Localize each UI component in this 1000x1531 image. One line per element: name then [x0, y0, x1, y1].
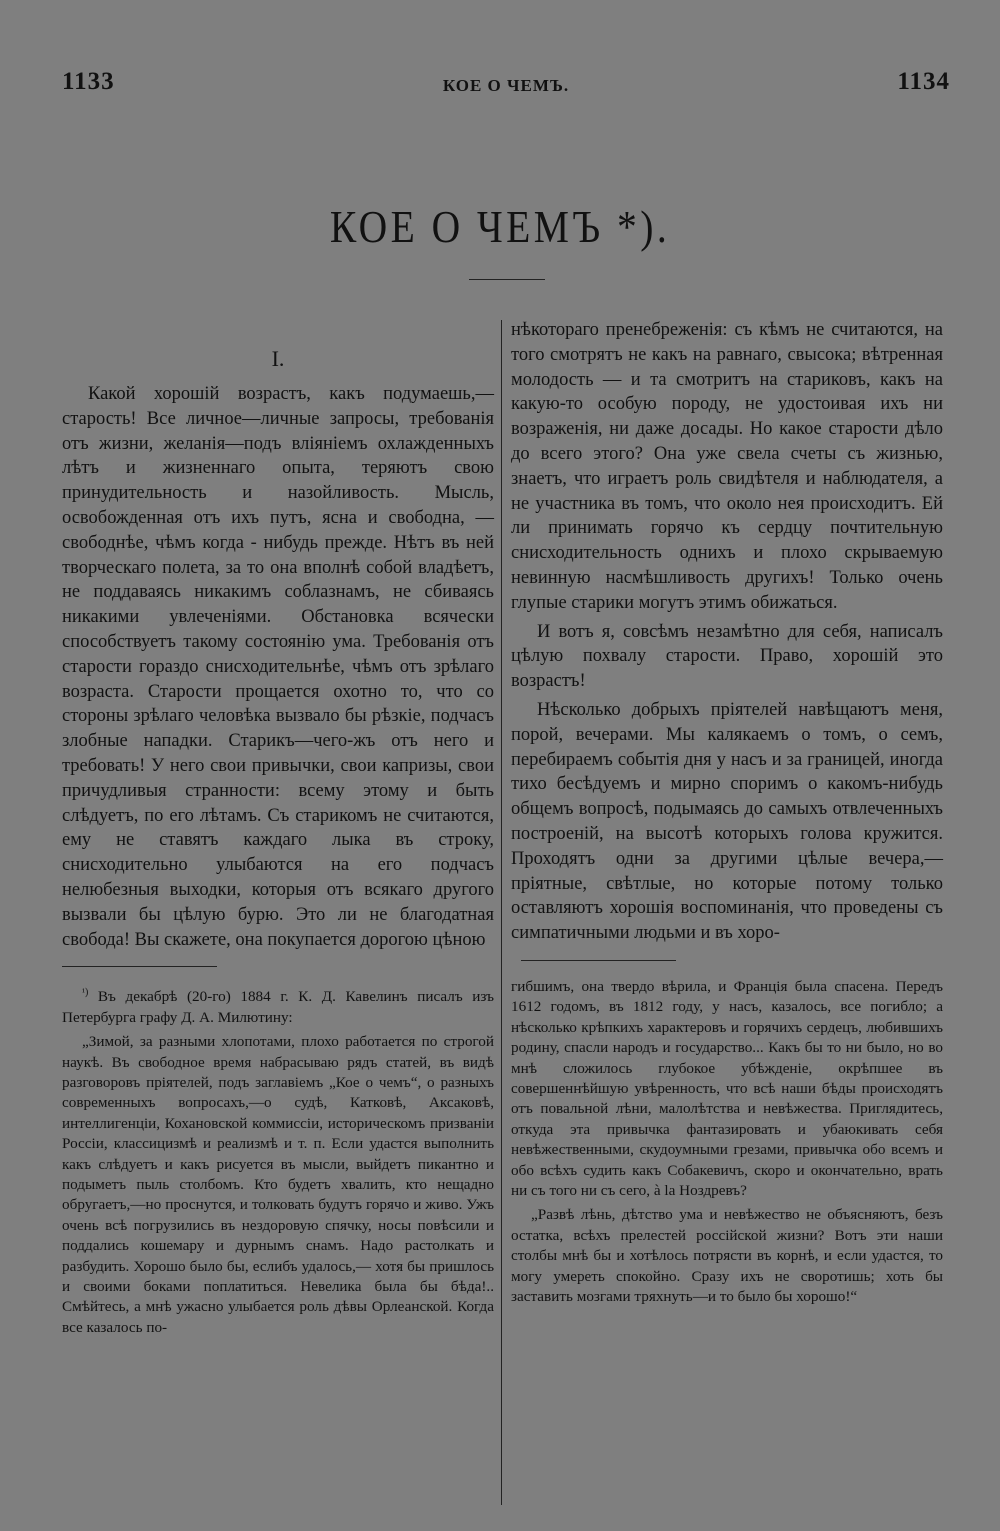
footnote-left: [62, 983, 494, 1338]
footnote-paragraph: „Развѣ лѣнь, дѣтство ума и невѣжество не объясняютъ, безъ остатка, всѣхъ прелестей россійской жизни? Вотъ эти наши столбы мнѣ бы и хотѣлось потрясти въ корнѣ, и если удастся, то могу умереть спокойно. Сразу ихъ не своротишь; хоть бы заставить мозгами тряхнуть—и то было бы хорошо!“: [511, 1206, 943, 1306]
footnote-right: [511, 977, 943, 1308]
footnote-paragraph: гибшимъ, она твердо вѣрила, и Франція была спасена. Передъ 1612 годомъ, въ 1812 году, у насъ, казалось, все погибло; а нѣсколько крѣпкихъ характеровъ и горячихъ сердецъ, любившихъ родину, спасли народъ и государство... Какъ бы то ни было, но во мнѣ сложилось глубокое убѣжденіе, окрѣпшее въ совершеннѣйшую увѣренность, что всѣ наши бѣды происходятъ отъ повальной лѣни, малолѣтства и невѣжества. Приглядитесь, откуда эта привычка фантазировать и убаюкивать себя невѣжественными, скудоумными грезами, привычка обо всемъ и обо всѣхъ судить какъ Собакевичъ, скоро и окончательно, врать ни съ того ни съ сего, à la Ноздревъ?: [511, 977, 943, 1199]
footnote-rule: [521, 960, 676, 961]
page-number-left: 1133: [62, 68, 115, 95]
title-rule: [469, 279, 545, 280]
column-divider: [501, 320, 502, 1505]
running-title: КОЕ О ЧЕМЪ.: [442, 76, 570, 95]
footnote-rule: [62, 966, 217, 967]
section-number: I.: [271, 346, 285, 371]
body-paragraph: Какой хорошій возрастъ, какъ подумаешь,— старость! Все личное—личные запросы, требованія отъ жизни, желанія—подъ вліяніемъ охлажденныхъ лѣтъ и жизненнаго опыта, теряютъ свою принудительность и назойливость. Мысль, освобожденная отъ ихъ путъ, ясна и свободна, — свободнѣе, чѣмъ когда - нибудь прежде. Нѣтъ въ ней творческаго полета, за то она вполнѣ собой владѣетъ, не поддаваясь никакимъ соблазнамъ, не сбиваясь никакими увлеченіями. Обстановка всячески способствуетъ такому состоянію ума. Требованія отъ старости гораздо снисходительнѣе, чѣмъ отъ зрѣлаго возраста. Старости прощается охотно то, что со стороны зрѣлаго человѣка вызвало бы рѣзкіе, подчасъ злобные нападки. Старикъ—чего-жъ отъ него и требовать! У него свои привычки, свои капризы, свои причудливыя странности: всему этому и быть слѣдуетъ, по его лѣтамъ. Съ старикомъ не считаются, ему не ставятъ каждаго лыка въ строку, снисходительно улыбаются на его подчасъ нелюбезныя выходки, которыя отъ всякаго другого вызвали бы цѣлую бурю. Это ли не благодатная свобода! Вы скажете, она покупается дорогою цѣною: [62, 384, 494, 950]
footnote-text: Въ декабрѣ (20-го) 1884 г. К. Д. Кавелинъ писалъ изъ Петербурга графу Д. А. Милютину:: [62, 988, 495, 1026]
page-number-right: 1134: [897, 68, 950, 95]
footnote-paragraph: „Зимой, за разными хлопотами, плохо работается по строгой наукѣ. Въ свободное время набрасываю рядъ статей, въ видѣ разговоровъ пріятелей, подъ заглавіемъ „Кое о чемъ“, о разныхъ современныхъ вопросахъ,—о судѣ, Катковѣ, Аксаковѣ, интеллигенціи, Кохановской коммиссіи, историческомъ призваніи Россіи, классицизмѣ и реализмѣ и т. п. Если удастся выполнить какъ слѣдуетъ и какъ рисуется въ мысли, выйдетъ пикантно и подыметъ пыль столбомъ. Кто будетъ хвалить, кто нещадно обругаетъ,—но проснутся, и толковать будутъ горячо и живо. Ужъ очень всѣ погрузились въ нездоровую спячку, носы повѣсили и поддались кошемару и дурнымъ снамъ. Надо растолкать и разбудить. Хорошо было бы, еслибъ удалось,— хотя бы пришлось и своими боками поплатиться. Невелика была бы бѣда!.. Смѣйтесь, а мнѣ ужасно улыбается роль дѣвы Орлеанской. Когда все казалось по-: [62, 1033, 494, 1336]
body-paragraph: И вотъ я, совсѣмъ незамѣтно для себя, написалъ цѣлую похвалу старости. Право, хорошій это возрастъ!: [511, 621, 943, 692]
running-header: [62, 68, 950, 108]
footnote-mark: ¹): [82, 987, 89, 999]
left-column: [62, 318, 494, 1338]
footnote-paragraph: [62, 983, 494, 1028]
right-column: [511, 318, 943, 1307]
article-title: КОЕ О ЧЕМЪ *).: [329, 201, 671, 252]
body-paragraph: Нѣсколько добрыхъ пріятелей навѣщаютъ меня, порой, вечерами. Мы калякаемъ о томъ, о семъ, перебираемъ событія дня у насъ и за границей, иногда тихо бесѣдуемъ и мирно споримъ о какомъ-нибудь общемъ вопросѣ, подымаясь до самыхъ отвлеченныхъ построеній, на высотѣ которыхъ голова кружится. Проходятъ одни за другими цѣлые вечера,— пріятные, свѣтлые, но которые потому только оставляютъ хорошія воспоминанія, что проведены съ симпатичными людьми и въ хоро-: [511, 699, 943, 944]
body-paragraph: нѣкотораго пренебреженія: съ кѣмъ не считаются, на того смотрятъ не какъ на равнаго, свысока; вѣтренная молодость — и та смотритъ на стариковъ, какъ на какую-то особую породу, не удостоивая ихъ ни возраженія, ни даже досады. Но какое старости дѣло до всего этого? Она уже свела счеты съ жизнью, знаетъ, что играетъ роль свидѣтеля и наблюдателя, а не участника въ томъ, что около нея происходитъ. Ей ли принимать горячо къ сердцу почтительную снисходительность однихъ и плохо скрываемую невинную насмѣшливость другихъ! Только очень глупые старики могутъ этимъ обижаться.: [511, 320, 943, 613]
